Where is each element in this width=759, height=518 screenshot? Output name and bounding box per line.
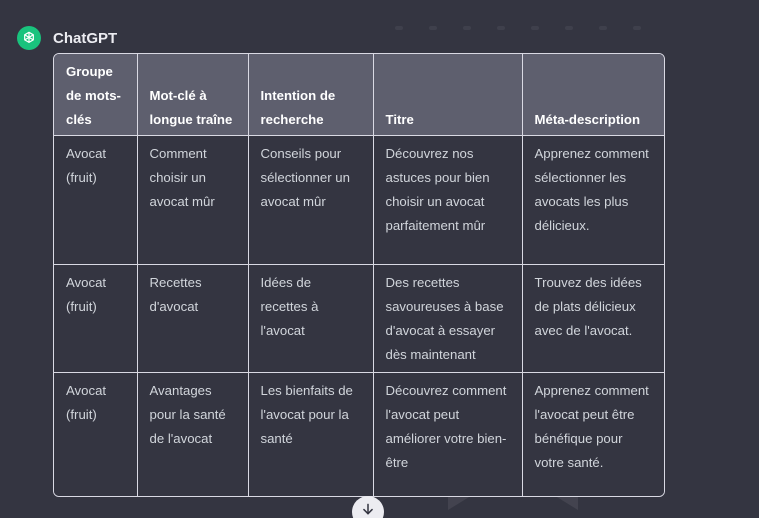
column-header-meta-description: Méta-description	[522, 54, 665, 135]
table-cell: Idées de recettes à l'avocat	[248, 264, 373, 372]
table-cell: Les bienfaits de l'avocat pour la santé	[248, 372, 373, 497]
watermark-bars	[395, 26, 665, 30]
table-cell: Comment choisir un avocat mûr	[137, 135, 248, 264]
openai-logo-icon	[21, 30, 37, 46]
table-cell: Conseils pour sélectionner un avocat mûr	[248, 135, 373, 264]
table-cell: Découvrez comment l'avocat peut améliorer votre bien-être	[373, 372, 522, 497]
table-cell: Avocat (fruit)	[54, 264, 137, 372]
table-row	[54, 372, 665, 497]
table-cell: Apprenez comment sélectionner les avocats les plus délicieux.	[522, 135, 665, 264]
author-name: ChatGPT	[53, 29, 118, 47]
table-cell: Avantages pour la santé de l'avocat	[137, 372, 248, 497]
table-cell: Découvrez nos astuces pour bien choisir un avocat parfaitement mûr	[373, 135, 522, 264]
keyword-table	[53, 53, 665, 497]
table-cell: Avocat (fruit)	[54, 135, 137, 264]
table-cell: Des recettes savoureuses à base d'avocat à essayer dès maintenant	[373, 264, 522, 372]
scroll-to-bottom-button[interactable]	[352, 496, 384, 518]
message-header	[17, 26, 117, 50]
table-cell: Apprenez comment l'avocat peut être bénéfique pour votre santé.	[522, 372, 665, 497]
chatgpt-avatar	[17, 26, 41, 50]
column-header-keyword-group: Groupe de mots-clés	[54, 54, 137, 135]
column-header-title: Titre	[373, 54, 522, 135]
table-cell: Trouvez des idées de plats délicieux avec de l'avocat.	[522, 264, 665, 372]
table-cell: Recettes d'avocat	[137, 264, 248, 372]
arrow-down-icon	[361, 502, 375, 516]
column-header-long-tail-keyword: Mot-clé à longue traîne	[137, 54, 248, 135]
table-row	[54, 135, 665, 264]
table-cell: Avocat (fruit)	[54, 372, 137, 497]
column-header-search-intent: Intention de recherche	[248, 54, 373, 135]
table-row	[54, 264, 665, 372]
